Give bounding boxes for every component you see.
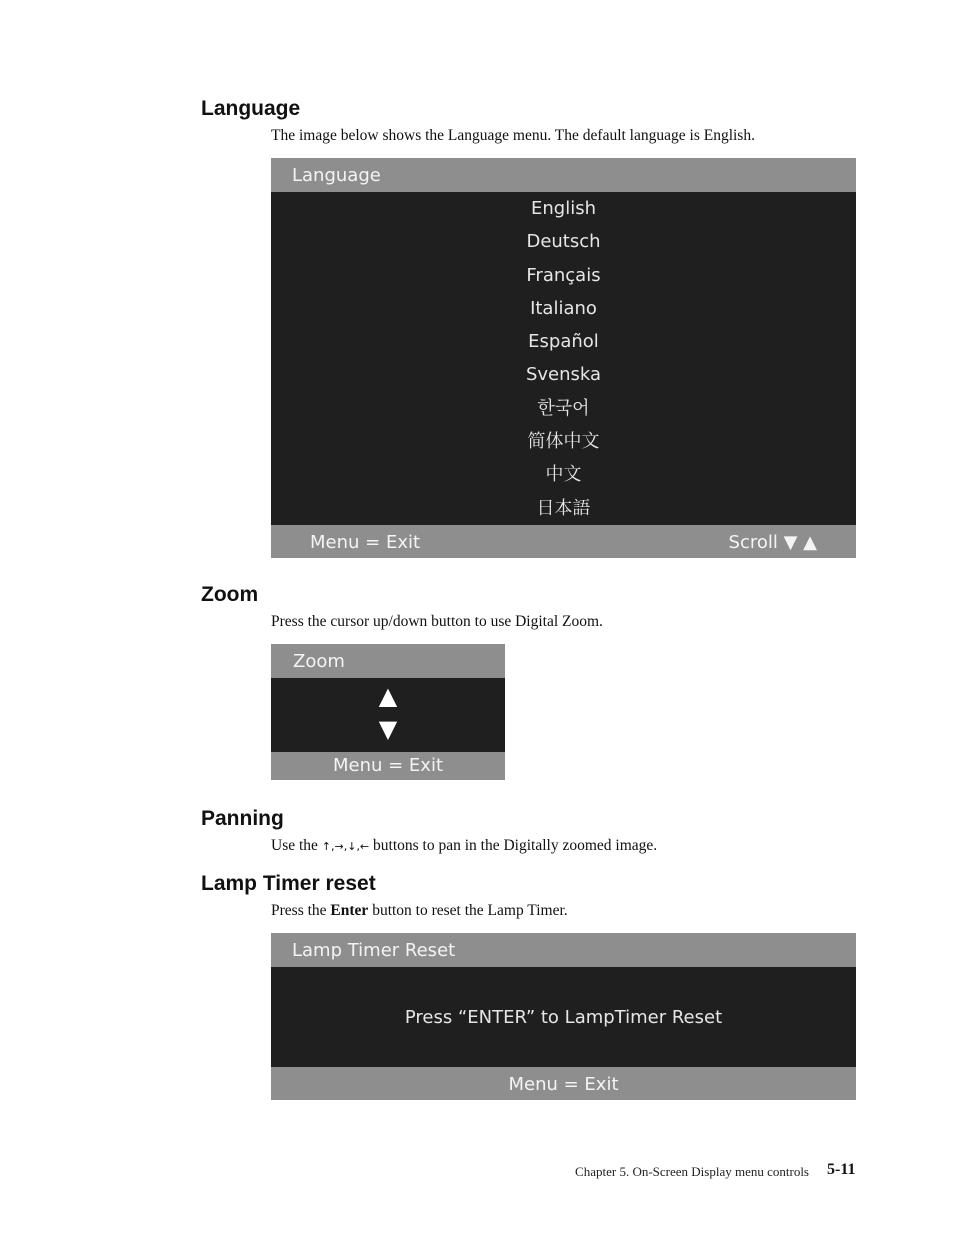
zoom-heading: Zoom: [201, 583, 259, 606]
language-option-english[interactable]: English: [531, 198, 596, 219]
scroll-label: Scroll ▼ ▲: [728, 532, 817, 553]
chapter-footer: Chapter 5. On-Screen Display menu controls: [575, 1164, 809, 1179]
language-option-svenska[interactable]: Svenska: [525, 364, 602, 386]
language-option-deutsch[interactable]: Deutsch: [526, 231, 601, 253]
zoom-down-arrow-icon[interactable]: ▼: [378, 715, 398, 743]
zoom-osd-panel: [271, 644, 505, 780]
lamp-timer-heading: Lamp Timer reset: [201, 872, 376, 895]
panning-text-before: Use the: [271, 837, 322, 854]
language-list: [271, 192, 856, 525]
language-option-italiano[interactable]: Italiano: [530, 297, 597, 319]
lamp-timer-reset-message[interactable]: Press “ENTER” to LampTimer Reset: [404, 1007, 723, 1028]
arrow-keys-icon: ↑,→,↓,←: [321, 840, 370, 853]
language-option-espanol[interactable]: Español: [528, 331, 599, 353]
lamp-timer-osd-title: Lamp Timer Reset: [271, 933, 856, 967]
language-option-japanese[interactable]: 日本語: [536, 497, 591, 519]
page-number: 5-11: [827, 1161, 856, 1178]
lamp-timer-osd-panel: [271, 933, 856, 1100]
language-option-francais[interactable]: Français: [526, 264, 601, 286]
language-heading: Language: [201, 97, 301, 120]
zoom-menu-exit-label: Menu = Exit: [271, 752, 505, 780]
language-description: The image below shows the Language menu. The default language is English.: [271, 127, 755, 144]
language-option-traditional-chinese[interactable]: 中文: [545, 464, 582, 486]
panning-text-after: buttons to pan in the Digitally zoomed image.: [369, 837, 658, 854]
zoom-up-arrow-icon[interactable]: ▲: [378, 682, 398, 710]
language-option-korean[interactable]: 한국어: [537, 397, 590, 419]
language-osd-footer: [271, 525, 856, 558]
lamp-menu-exit-label: Menu = Exit: [271, 1067, 856, 1100]
zoom-controls: [271, 678, 505, 752]
panning-heading: Panning: [201, 807, 284, 830]
language-option-simplified-chinese[interactable]: 简体中文: [527, 431, 600, 453]
language-osd-panel: [271, 158, 856, 558]
panning-description: [271, 837, 657, 855]
lamp-text-before: Press the: [271, 902, 331, 919]
zoom-description: Press the cursor up/down button to use Digital Zoom.: [271, 613, 603, 630]
menu-exit-label: Menu = Exit: [310, 532, 421, 553]
zoom-osd-title: Zoom: [271, 644, 505, 678]
enter-key-label: Enter: [330, 902, 369, 919]
lamp-timer-description: [271, 902, 568, 920]
lamp-text-after: button to reset the Lamp Timer.: [368, 902, 568, 919]
language-osd-title: Language: [271, 158, 856, 192]
